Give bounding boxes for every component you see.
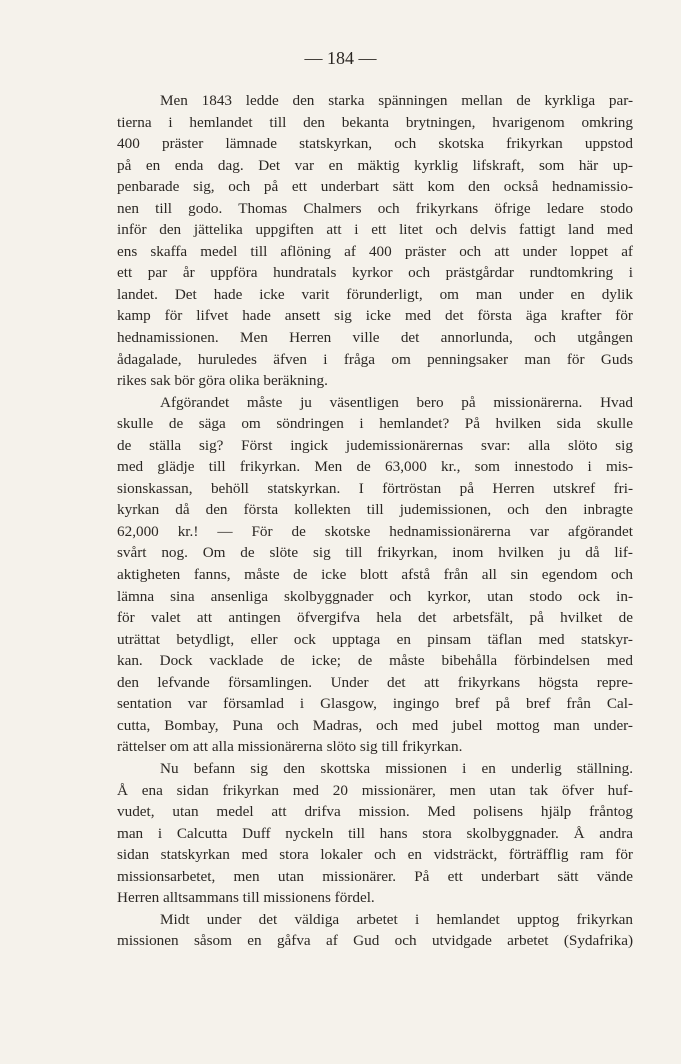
text-line: tierna i hemlandet till den bekanta brytningen, hvarigenom omkring xyxy=(117,113,633,131)
text-line: för valet att antingen öfvergifva hela det arbetsfält, på hvilket de xyxy=(117,609,633,627)
paragraph-1 xyxy=(117,90,633,392)
text-line: sidan statskyrkan med stora lokaler och en vidsträckt, förträfflig ram för xyxy=(117,846,633,864)
text-line: skulle de säga om söndringen i hemlandet? På hvilken sida skulle xyxy=(117,415,633,433)
text-line: kyrkan då den första kollekten till judemissionen, och den inbragte xyxy=(117,501,633,519)
text-line: på en enda dag. Det var en mäktig kyrklig lifskraft, som här up- xyxy=(117,156,633,174)
text-line: landet. Det hade icke varit förunderligt, om man under en dylik xyxy=(117,285,633,303)
text-line: penbarade sig, och på ett underbart sätt kom den också hednamissio- xyxy=(117,178,633,196)
text-line: inför den jättelika uppgiften att i ett litet och delvis fattigt land med xyxy=(117,221,633,239)
text-line: vudet, utan medel att drifva mission. Med polisens hjälp fråntog xyxy=(117,803,633,821)
text-line: de ställa sig? Först ingick judemissionärernas svar: alla slöto sig xyxy=(117,436,633,454)
text-line: med glädje till frikyrkan. Men de 63,000 kr., som innestodo i mis- xyxy=(117,458,633,476)
paragraph-4 xyxy=(117,909,633,952)
text-line: Herren alltsammans till missionens fördel. xyxy=(117,889,375,907)
text-line: man i Calcutta Duff nyckeln till hans stora skolbyggnader. Å andra xyxy=(117,824,633,842)
text-line: aktigheten fanns, måste de icke blott afstå från all sin egendom och xyxy=(117,566,633,584)
text-line: Midt under det väldiga arbetet i hemlandet upptog frikyrkan xyxy=(160,910,633,928)
text-line: ådagalade, huruledes äfven i fråga om penningsaker man för Guds xyxy=(117,350,633,368)
text-line: uträttat betydligt, eller ock upptaga en pinsam täflan med statskyr- xyxy=(117,630,633,648)
text-line: Men 1843 ledde den starka spänningen mellan de kyrkliga par- xyxy=(160,92,633,109)
paragraph-3 xyxy=(117,758,633,909)
text-line: ens skaffa medel till aflöning af 400 präster och att under loppet af xyxy=(117,242,633,260)
text-line: rikes sak bör göra olika beräkning. xyxy=(117,372,328,390)
text-line: lämna sina ansenliga skolbyggnader och kyrkor, utan stodo ock in- xyxy=(117,587,633,605)
text-line: rättelser om att alla missionärerna slöto sig till frikyrkan. xyxy=(117,738,463,756)
page-number: — 184 — xyxy=(304,48,377,68)
text-line: missionen såsom en gåfva af Gud och utvidgade arbetet (Sydafrika) xyxy=(117,932,633,950)
text-line: sentation var församlad i Glasgow, ingingo bref på bref från Cal- xyxy=(117,695,633,713)
text-line: sionskassan, behöll statskyrkan. I förtröstan på Herren utskref fri- xyxy=(117,479,633,497)
body-text xyxy=(117,90,633,952)
text-line: ett par år uppföra hundratals kyrkor och prästgårdar rundtomkring i xyxy=(117,264,633,282)
text-line: cutta, Bombay, Puna och Madras, och med jubel mottog man under- xyxy=(117,716,633,734)
text-line: missionsarbetet, men utan missionärer. På ett underbart sätt vände xyxy=(117,867,633,885)
text-line: hednamissionen. Men Herren ville det annorlunda, och utgången xyxy=(117,329,633,347)
text-line: Afgörandet måste ju väsentligen bero på missionärerna. Hvad xyxy=(160,393,633,411)
text-line: kan. Dock vacklade de icke; de måste bibehålla förbindelsen med xyxy=(117,652,633,670)
text-line: Å ena sidan frikyrkan med 20 missionärer, men utan tak öfver huf- xyxy=(117,781,633,799)
text-line: Nu befann sig den skottska missionen i en underlig ställning. xyxy=(160,759,633,777)
text-line: kamp för lifvet hade ansett sig icke med det första äga krafter för xyxy=(117,307,633,325)
text-line: nen till godo. Thomas Chalmers och frikyrkans öfrige ledare stodo xyxy=(117,199,633,217)
text-line: 400 präster lämnade statskyrkan, och skotska frikyrkan uppstod xyxy=(117,135,633,153)
text-line: svårt nog. Om de slöte sig till frikyrkan, inom hvilken ju då lif- xyxy=(117,544,633,562)
paragraph-2 xyxy=(117,392,633,758)
text-line: 62,000 kr.! — För de skotske hednamissionärerna var afgörandet xyxy=(117,522,633,540)
text-line: den lefvande församlingen. Under det att frikyrkans högsta repre- xyxy=(117,673,633,691)
